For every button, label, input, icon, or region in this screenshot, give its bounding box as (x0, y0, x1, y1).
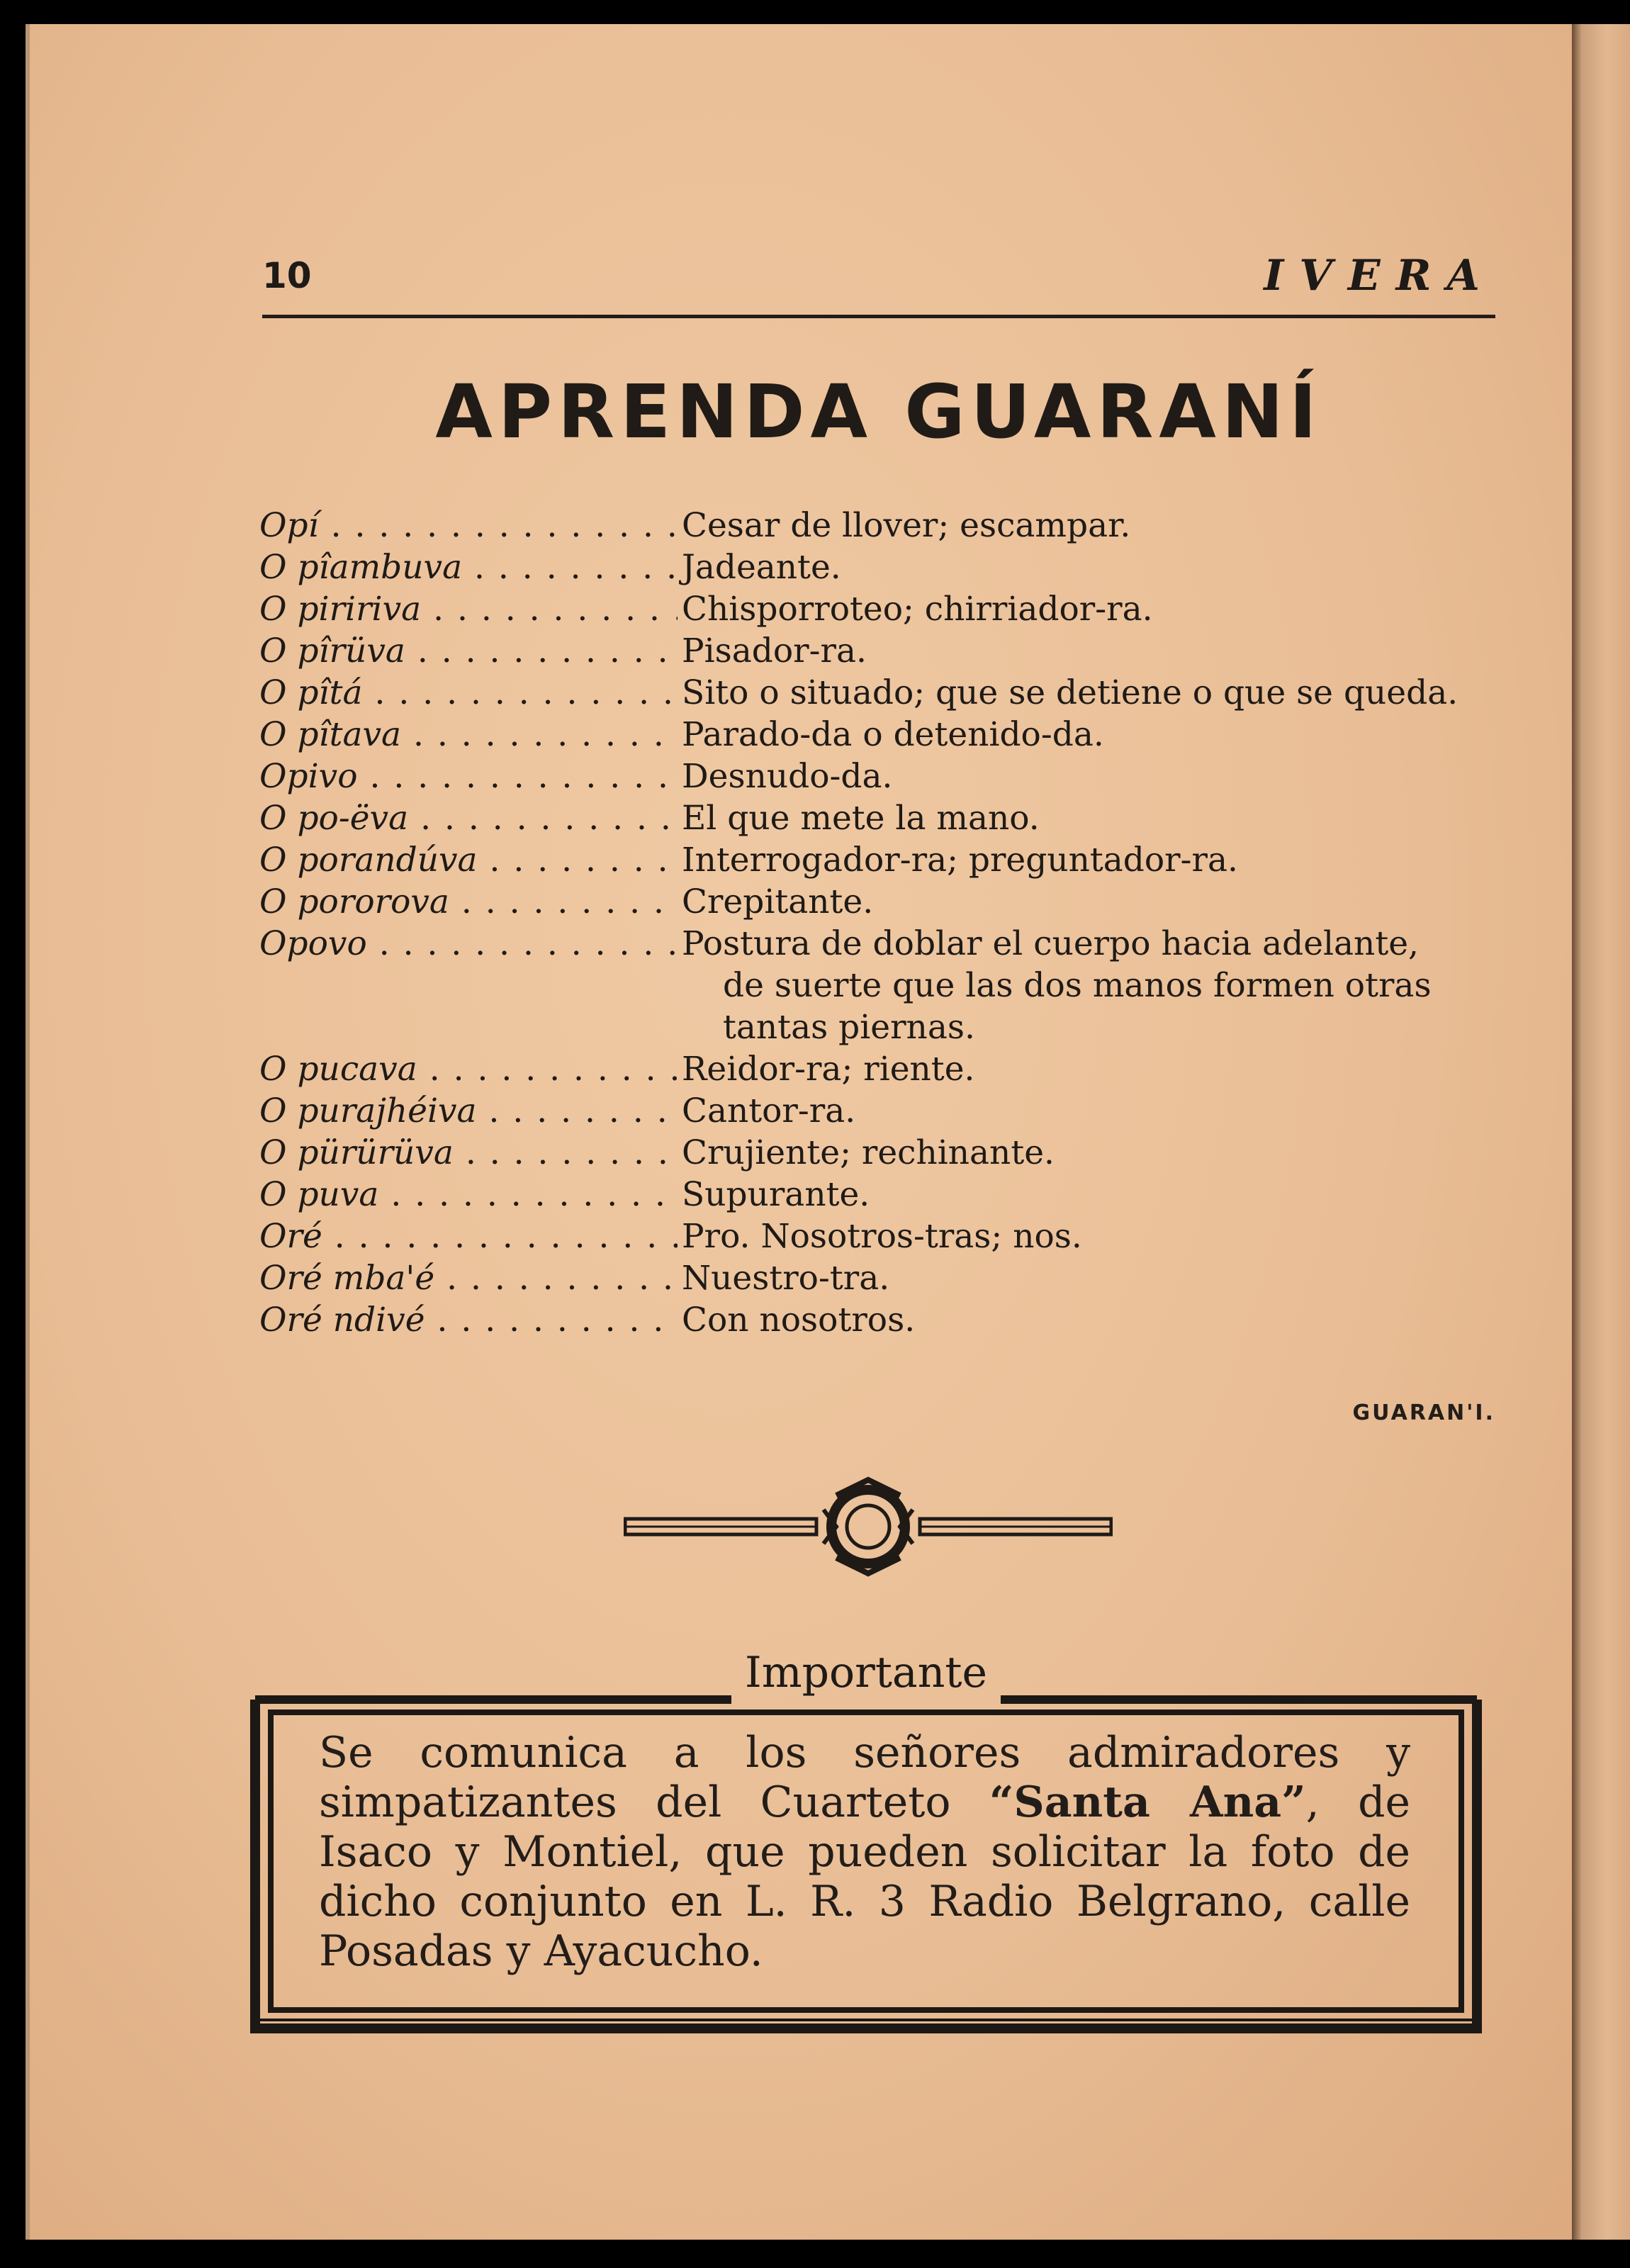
entry-definition (678, 714, 1507, 756)
page-number: 10 (262, 255, 312, 296)
attribution: GUARAN'I. (1352, 1400, 1495, 1425)
vocabulary-entry (259, 923, 1507, 1048)
entry-term: O purajhéiva . . . (259, 1090, 678, 1132)
definition-line: tantas piernas. (723, 1008, 975, 1047)
entry-term: Oré ndivé . . . (259, 1299, 678, 1341)
entry-term: O pucava . . . (259, 1048, 678, 1090)
definition-line: Supurante. (682, 1175, 870, 1214)
entry-term: O pürürüva . . . (259, 1132, 678, 1174)
page-title: APRENDA GUARANÍ (435, 369, 1322, 455)
definition-line: de suerte que las dos manos formen otras (723, 966, 1432, 1005)
entry-term: O porandúva . . . (259, 839, 678, 881)
entry-term: Opí . . . (259, 505, 678, 546)
vocabulary-entry (259, 1216, 1507, 1257)
definition-line: Chisporroteo; chirriador-ra. (682, 590, 1153, 629)
definition-line: Jadeante. (682, 548, 841, 587)
entry-definition (678, 881, 1507, 923)
notice-highlight: “Santa Ana” (989, 1778, 1306, 1827)
definition-line: Pro. Nosotros-tras; nos. (682, 1217, 1082, 1256)
entry-term: Oré mba'é . . . (259, 1257, 678, 1299)
vocabulary-entry (259, 1257, 1507, 1299)
entry-definition (678, 1299, 1507, 1341)
entry-definition (678, 546, 1507, 588)
definition-line: Cesar de llover; escampar. (682, 506, 1131, 545)
entry-term: O puva . . . (259, 1174, 678, 1216)
magazine-title: IVERA (1264, 251, 1495, 301)
entry-term: Oré . . . (259, 1216, 678, 1257)
entry-term: O po-ëva . . . (259, 797, 678, 839)
vocabulary-entry (259, 1174, 1507, 1216)
vocabulary-entry (259, 630, 1507, 672)
entry-definition (678, 588, 1507, 630)
entry-definition (678, 630, 1507, 672)
entry-definition (678, 1257, 1507, 1299)
entry-term: Opivo . . . (259, 756, 678, 797)
vocabulary-entry (259, 672, 1507, 714)
definition-line: Sito o situado; que se detiene o que se queda. (682, 673, 1458, 712)
notice-text-after: , de Isaco y Montiel, que pueden solicitar la foto de dicho conjunto en L. R. 3 Radio Belgrano, calle Posadas y Ayacucho. (319, 1778, 1410, 1976)
vocabulary-entry (259, 714, 1507, 756)
definition-line: El que mete la mano. (682, 799, 1040, 838)
notice-heading: Importante (745, 1648, 987, 1697)
entry-term: O pîambuva . . . (259, 546, 678, 588)
notice-text-before: Se comunica a los señores admiradores y simpatizantes del Cuarteto (319, 1728, 1410, 1827)
entry-definition (678, 672, 1507, 714)
entry-definition (678, 923, 1507, 1048)
vocabulary-entry (259, 756, 1507, 797)
entry-definition (678, 1174, 1507, 1216)
entry-definition (678, 797, 1507, 839)
page-header (262, 251, 1495, 312)
vocabulary-entry (259, 1132, 1507, 1174)
notice-text (319, 1728, 1410, 1976)
entry-definition (678, 839, 1507, 881)
definition-line: Con nosotros. (682, 1301, 916, 1340)
vocabulary-list (259, 505, 1507, 1341)
definition-line: Parado-da o detenido-da. (682, 715, 1104, 754)
definition-line: Desnudo-da. (682, 757, 893, 796)
header-rule (262, 315, 1495, 318)
adjacent-page-edge (1572, 24, 1630, 2240)
definition-line: Pisador-ra. (682, 631, 867, 670)
vocabulary-entry (259, 881, 1507, 923)
entry-definition (678, 505, 1507, 546)
vocabulary-entry (259, 797, 1507, 839)
definition-line: Postura de doblar el cuerpo hacia adelante, (682, 924, 1419, 963)
vocabulary-entry (259, 1048, 1507, 1090)
entry-term: O pîrüva . . . (259, 630, 678, 672)
definition-line: Crepitante. (682, 882, 874, 921)
vocabulary-entry (259, 1299, 1507, 1341)
entry-term: O pîtava . . . (259, 714, 678, 756)
entry-definition (678, 1216, 1507, 1257)
vocabulary-entry (259, 839, 1507, 881)
entry-term: O pororova . . . (259, 881, 678, 923)
definition-line: Interrogador-ra; preguntador-ra. (682, 841, 1238, 880)
entry-definition (678, 1090, 1507, 1132)
entry-definition (678, 1048, 1507, 1090)
entry-definition (678, 756, 1507, 797)
definition-line: Crujiente; rechinante. (682, 1133, 1055, 1172)
definition-line: Cantor-ra. (682, 1091, 856, 1130)
entry-definition (678, 1132, 1507, 1174)
ornament-divider (624, 1474, 1113, 1581)
entry-term: O piririva . . . (259, 588, 678, 630)
vocabulary-entry (259, 546, 1507, 588)
definition-line: Reidor-ra; riente. (682, 1050, 975, 1089)
definition-line: Nuestro-tra. (682, 1259, 890, 1298)
entry-term: Opovo . . . (259, 923, 678, 1048)
vocabulary-entry (259, 1090, 1507, 1132)
vocabulary-entry (259, 505, 1507, 546)
vocabulary-entry (259, 588, 1507, 630)
entry-term: O pîtá . . . (259, 672, 678, 714)
